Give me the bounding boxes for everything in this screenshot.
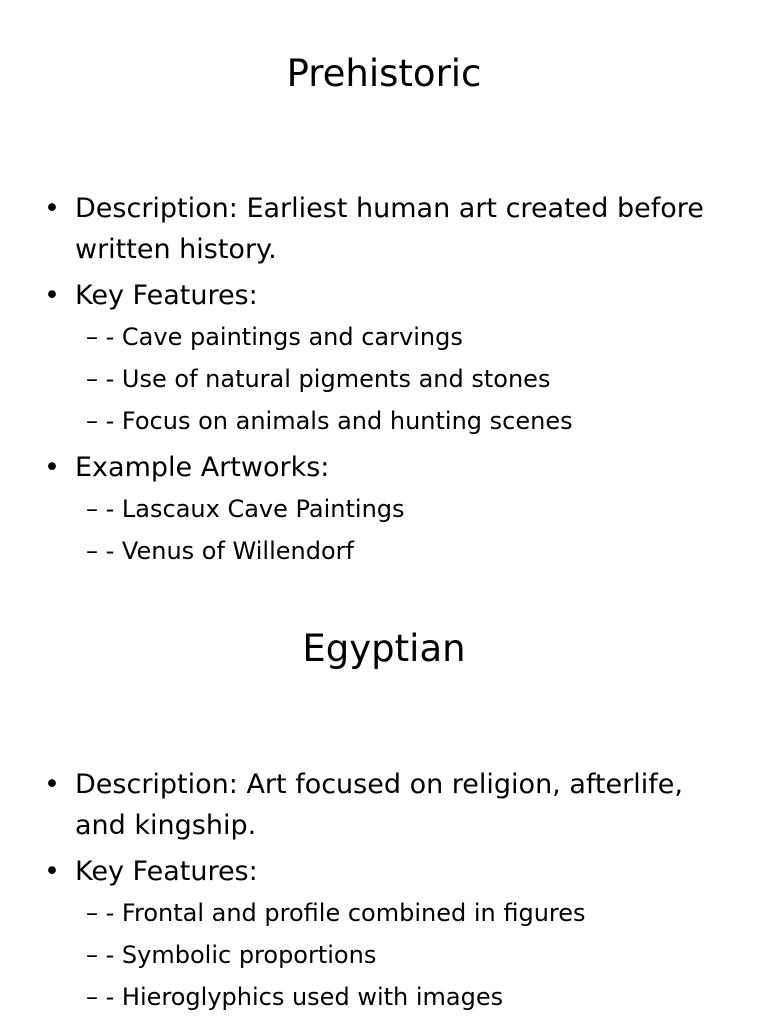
feature-item: – - Frontal and profile combined in figures [86,899,586,927]
prehistoric-bullet-list [0,188,768,572]
slide-title-prehistoric: Prehistoric [286,52,482,95]
key-features-label: • Key Features: [75,280,258,311]
egyptian-bullet-list [0,764,768,1018]
key-features-sublist-wrapper [0,892,768,1018]
feature-item: – - Hieroglyphics used with images [86,983,504,1011]
key-features-label: • Key Features: [75,856,258,887]
examples-sublist [0,488,768,572]
key-features-item [0,275,768,316]
feature-item: – - Symbolic proportions [86,941,377,969]
feature-item: – - Focus on animals and hunting scenes [86,407,573,435]
key-features-sublist-wrapper [0,316,768,442]
feature-item: – - Cave paintings and carvings [86,323,463,351]
feature-item: – - Use of natural pigments and stones [86,365,551,393]
example-artworks-label: • Example Artworks: [75,452,330,483]
description-item: • Description: Earliest human art created before written history. [0,188,768,270]
key-features-sublist [0,892,768,1018]
key-features-sublist [0,316,768,442]
example-item: – - Venus of Willendorf [86,537,354,565]
key-features-item [0,851,768,892]
examples-sublist-wrapper [0,488,768,572]
example-artworks-item [0,447,768,488]
example-item: – - Lascaux Cave Paintings [86,495,405,523]
description-item: • Description: Art focused on religion, afterlife, and kingship. [0,764,768,846]
slide-title-egyptian: Egyptian [302,627,466,670]
